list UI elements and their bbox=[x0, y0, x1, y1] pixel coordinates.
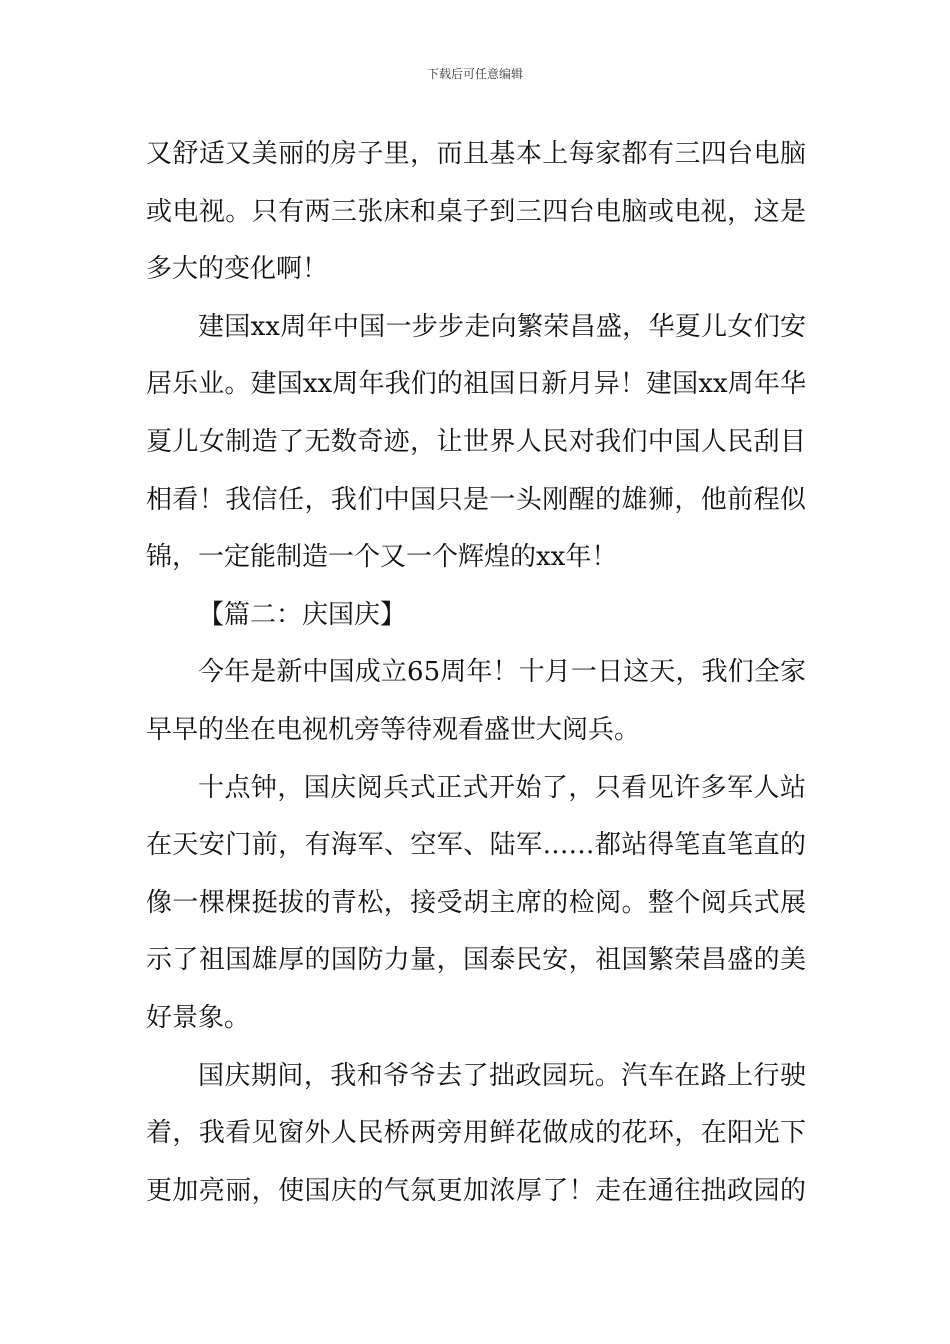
text-line: 或电视。只有两三张床和桌子到三四台电脑或电视，这是 bbox=[146, 196, 806, 227]
text-line: 建国xx周年中国一步步走向繁荣昌盛，华夏儿女们安 bbox=[198, 311, 806, 342]
paragraph-1 bbox=[146, 126, 806, 299]
text-line: 十点钟，国庆阅兵式正式开始了，只看见许多军人站 bbox=[198, 772, 806, 803]
text-line: 国庆期间，我和爷爷去了拙政园玩。汽车在路上行驶 bbox=[198, 1060, 806, 1091]
paragraph-2 bbox=[146, 299, 806, 587]
paragraph-5 bbox=[146, 1048, 806, 1221]
text-line: 多大的变化啊！ bbox=[146, 254, 329, 285]
text-line: 在天安门前，有海军、空军、陆军……都站得笔直笔直的 bbox=[146, 830, 806, 861]
text-line: 夏儿女制造了无数奇迹，让世界人民对我们中国人民刮目 bbox=[146, 426, 806, 457]
paragraph-3 bbox=[146, 644, 806, 759]
text-line: 像一棵棵挺拔的青松，接受胡主席的检阅。整个阅兵式展 bbox=[146, 887, 806, 918]
document-body bbox=[146, 126, 806, 1220]
text-line: 示了祖国雄厚的国防力量，国泰民安，祖国繁荣昌盛的美 bbox=[146, 945, 806, 976]
paragraph-4 bbox=[146, 760, 806, 1048]
text-line: 着，我看见窗外人民桥两旁用鲜花做成的花环，在阳光下 bbox=[146, 1118, 806, 1149]
text-line: 更加亮丽，使国庆的气氛更加浓厚了！走在通往拙政园的 bbox=[146, 1175, 806, 1206]
text-line: 好景象。 bbox=[146, 1002, 251, 1033]
text-line: 又舒适又美丽的房子里，而且基本上每家都有三四台电脑 bbox=[146, 139, 806, 169]
text-line: 今年是新中国成立65周年！十月一日这天，我们全家 bbox=[198, 657, 806, 688]
section-heading bbox=[146, 587, 806, 645]
text-line: 早早的坐在电视机旁等待观看盛世大阅兵。 bbox=[146, 714, 641, 745]
text-line: 相看！我信任，我们中国只是一头刚醒的雄狮，他前程似 bbox=[146, 484, 806, 515]
page-header: 下载后可任意编辑 bbox=[426, 67, 523, 81]
text-line: 居乐业。建国xx周年我们的祖国日新月异！建国xx周年华 bbox=[146, 369, 806, 400]
section-heading-text: 【篇二：庆国庆】 bbox=[198, 599, 407, 630]
text-line: 锦，一定能制造一个又一个辉煌的xx年！ bbox=[146, 542, 618, 573]
